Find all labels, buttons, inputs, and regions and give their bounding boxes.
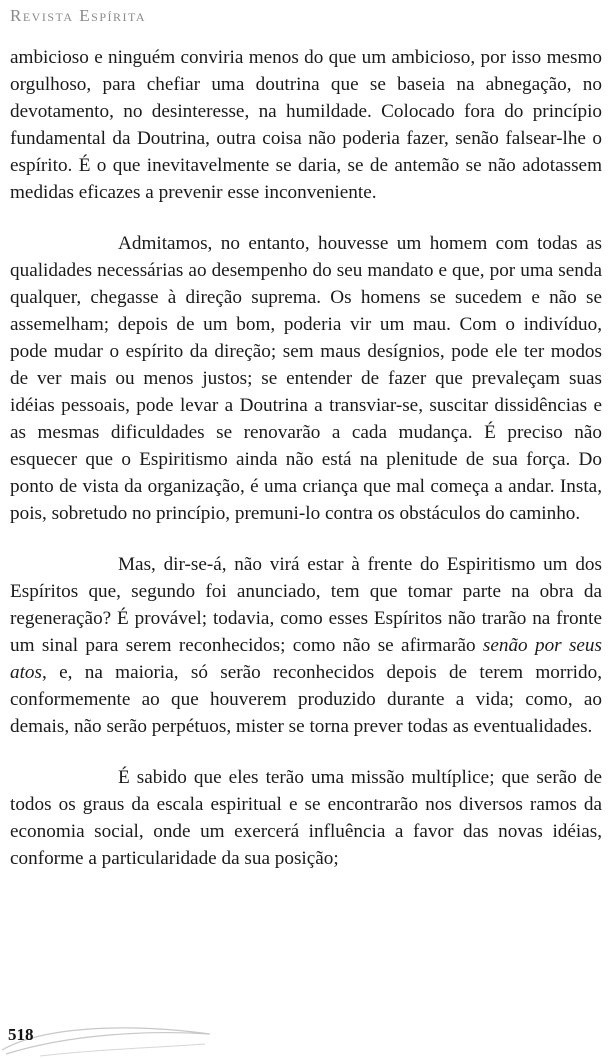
page-number: 518 bbox=[8, 1025, 34, 1044]
paragraph-2: Admitamos, no entanto, houvesse um homem com todas as qualidades necessárias ao desempenho do seu mandato e que, por uma senda qualquer, chegasse à direção suprema. Os homens se sucedem e não se assemelham; depois de um bom, poderia vir um mau. Com o indivíduo, pode mudar o espírito da direção; sem maus desígnios, pode ele ter modos de ver mais ou menos justos; se entender de fazer que prevaleçam suas idéias pessoais, pode levar a Doutrina a transviar-se, suscitar dissidências e as mesmas dificuldades se renovarão a cada mudança. É preciso não esquecer que o Espiritismo ainda não está na plenitude de sua força. Do ponto de vista da organização, é uma criança que mal começa a andar. Insta, pois, sobretudo no princípio, premuni-lo contra os obstáculos do caminho. bbox=[10, 233, 602, 524]
paragraph-3-part-1: Mas, dir-se-á, não virá estar à frente do Espiritismo um dos Espíritos que, segundo foi anunciado, tem que tomar parte na obra da regeneração? É provável; todavia, como esses Espíritos não trarão na fronte um sinal para serem reconhecidos; como não se afirmarão bbox=[10, 554, 602, 656]
paragraph-3 bbox=[10, 551, 602, 740]
paragraph-3-part-2: , e, na maioria, só serão reconhecidos depois de terem morrido, conformemente ao que houverem produzido durante a vida; como, ao demais, não serão perpétuos, mister se torna prever todas as eventualidades. bbox=[10, 662, 602, 737]
paragraph-4: É sabido que eles terão uma missão multíplice; que serão de todos os graus da escala espiritual e se encontrarão nos diversos ramos da economia social, onde um exercerá influência a favor das novas idéias, conforme a particularidade da sua posição; bbox=[10, 767, 602, 869]
paragraph-3-emphasis: senão por seus atos bbox=[10, 635, 602, 683]
paragraph-1: ambicioso e ninguém conviria menos do que um ambicioso, por isso mesmo orgulhoso, para chefiar uma doutrina que se baseia na abnegação, no devotamento, no desinteresse, na humildade. Colocado fora do princípio fundamental da Doutrina, outra coisa não poderia fazer, senão falsear-lhe o espírito. É o que inevitavelmente se daria, se de antemão se não adotassem medidas eficazes a prevenir esse inconveniente. bbox=[10, 47, 602, 203]
page-body bbox=[10, 44, 602, 896]
running-head: Revista Espírita bbox=[10, 6, 147, 25]
ornament-swoosh-lower bbox=[40, 1044, 205, 1056]
